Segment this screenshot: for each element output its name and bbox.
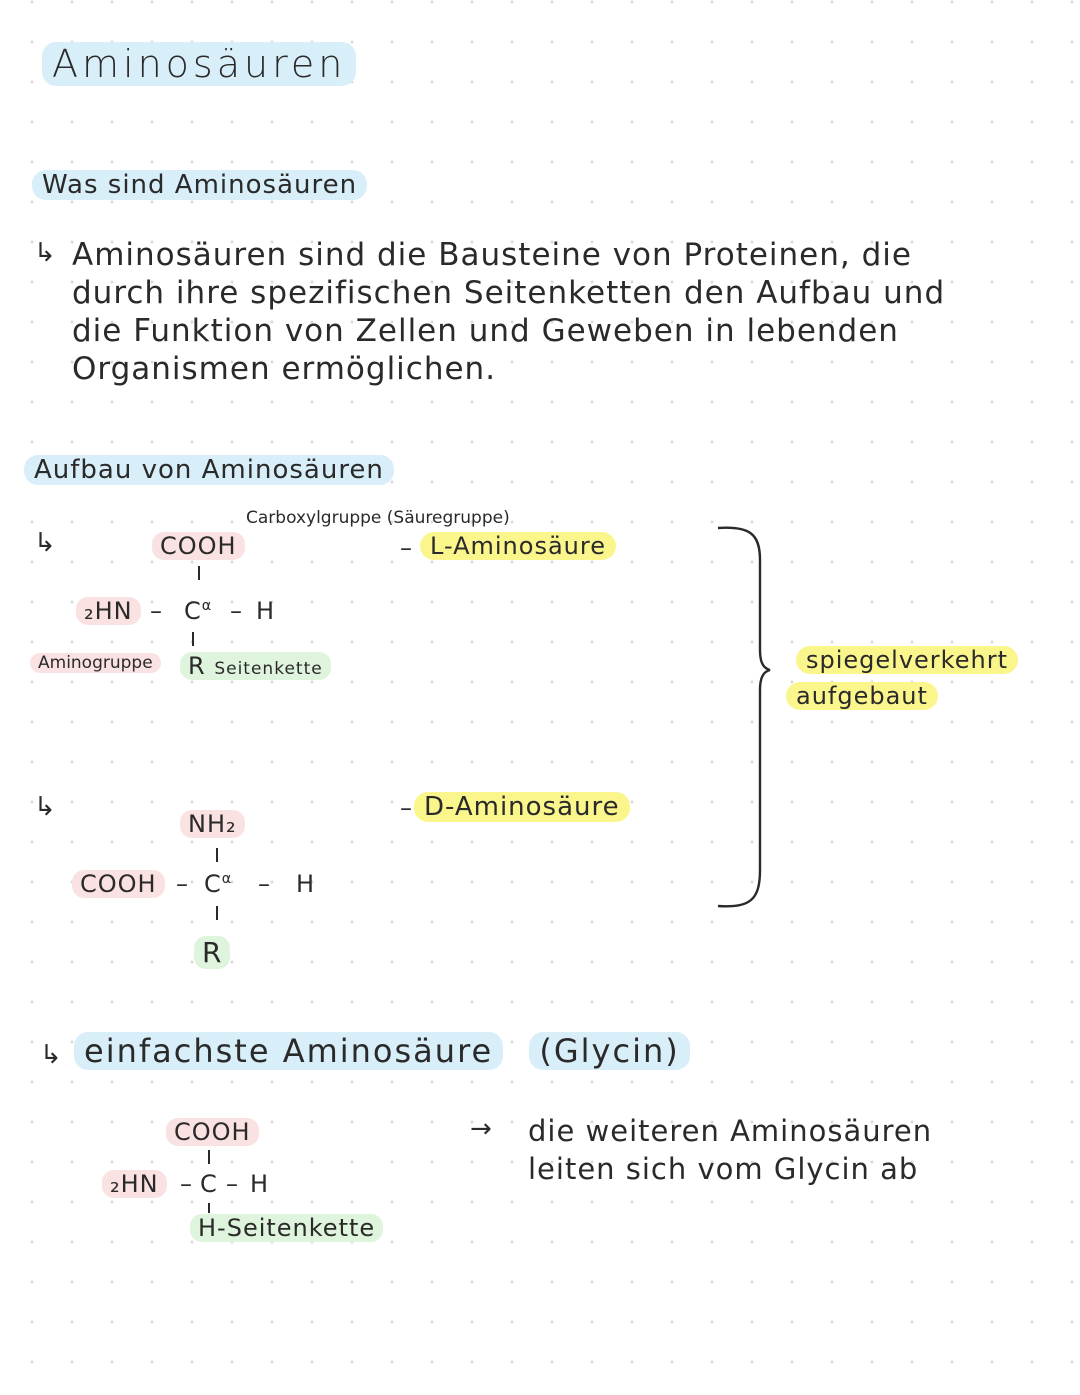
bond-dash: – <box>400 794 413 822</box>
side-chain-group: H-Seitenkette <box>190 1214 383 1242</box>
bond-dash: – <box>180 1170 193 1198</box>
hydrogen-atom: H <box>250 1170 270 1198</box>
side-chain-group: R Seitenkette <box>180 652 331 680</box>
carboxyl-group: COOH <box>72 870 165 898</box>
alpha-carbon: $C^\alpha$ <box>184 597 213 625</box>
bond-dash: – <box>176 870 189 898</box>
definition-line-4: Organismen ermöglichen. <box>72 351 497 387</box>
definition-line-1: Aminosäuren sind die Bausteine von Proteinen, die <box>72 237 912 273</box>
definition-line-3: die Funktion von Zellen und Geweben in lebenden <box>72 313 899 349</box>
bond-line <box>198 566 200 580</box>
mirror-note-line-1: spiegelverkehrt <box>796 646 1018 674</box>
carboxyl-label: Carboxylgruppe (Säuregruppe) <box>246 508 510 528</box>
bond-dash: – <box>258 870 271 898</box>
alpha-carbon: C <box>200 1170 218 1198</box>
section-heading-structure: Aufbau von Aminosäuren <box>24 455 394 485</box>
amino-group: ₂HN <box>76 597 141 625</box>
bond-line <box>208 1150 210 1164</box>
bond-line <box>216 848 218 862</box>
l-aminoacid-label: L-Aminosäure <box>420 532 616 560</box>
glycin-note-line-2: leiten sich vom Glycin ab <box>528 1152 919 1186</box>
bond-dash: – <box>230 597 243 625</box>
bond-line <box>192 632 194 646</box>
hydrogen-atom: H <box>296 870 316 898</box>
page-title: Aminosäuren <box>42 42 356 86</box>
bond-dash: – <box>150 597 163 625</box>
arrow-bullet-icon: ↳ <box>40 1040 62 1070</box>
hydrogen-atom: H <box>256 597 276 625</box>
arrow-right-icon: → <box>470 1114 492 1144</box>
definition-line-2: durch ihre spezifischen Seitenketten den Aufbau und <box>72 275 946 311</box>
bond-line <box>216 906 218 920</box>
arrow-bullet-icon: ↳ <box>34 528 56 558</box>
bond-dash: – <box>226 1170 239 1198</box>
bond-dash: – <box>400 534 413 562</box>
arrow-bullet-icon: ↳ <box>34 238 56 268</box>
mirror-note-line-2: aufgebaut <box>786 682 938 710</box>
section-heading-what: Was sind Aminosäuren <box>32 170 367 200</box>
amino-group-label: Aminogruppe <box>30 653 161 673</box>
glycin-note-line-1: die weiteren Aminosäuren <box>528 1114 933 1148</box>
arrow-bullet-icon: ↳ <box>34 792 56 822</box>
alpha-carbon: $C^\alpha$ <box>204 870 233 898</box>
section-heading-simplest: einfachste Aminosäure (Glycin) <box>74 1032 690 1070</box>
side-chain-group: R <box>194 936 230 969</box>
bond-line <box>208 1203 210 1213</box>
d-aminoacid-label: D-Aminosäure <box>414 792 630 822</box>
carboxyl-group: COOH <box>152 532 245 560</box>
amino-group: NH₂ <box>180 810 245 838</box>
amino-group: ₂HN <box>102 1170 167 1198</box>
carboxyl-group: COOH <box>166 1118 259 1146</box>
curly-brace-icon <box>710 520 780 915</box>
